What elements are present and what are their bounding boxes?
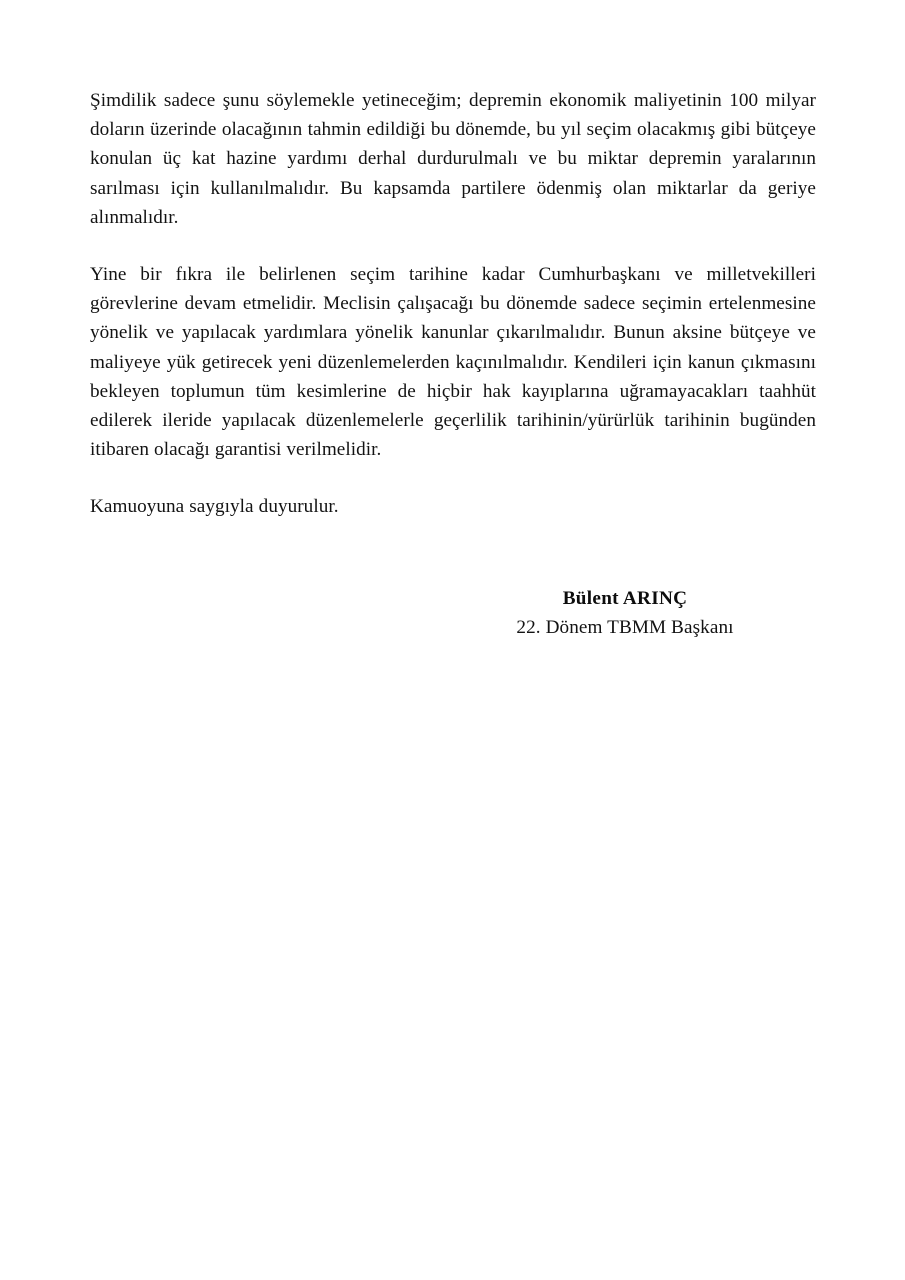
signature-name: Bülent ARINÇ [562,588,688,609]
signature-block [430,586,820,641]
signature-title: 22. Dönem TBMM Başkanı [516,617,734,638]
body-paragraph-3: Kamuoyuna saygıyla duyurulur. [90,496,339,518]
body-paragraph-1: Şimdilik sadece şunu söylemekle yetineceğim; depremin ekonomik maliyetinin 100 milyar doların üzerinde olacağının tahmin edildiği bu dönemde, bu yıl seçim olacakmış gibi bütçeye konulan üç kat hazine yardımı derhal durdurulmalı ve bu miktar depremin yaralarının sarılması için kullanılmalıdır. Bu kapsamda partilere ödenmiş olan miktarlar da geriye alınmalıdır. [90,90,816,228]
body-paragraph-2: Yine bir fıkra ile belirlenen seçim tarihine kadar Cumhurbaşkanı ve milletvekilleri görevlerine devam etmelidir. Meclisin çalışacağı bu dönemde sadece seçimin ertelenmesine yönelik ve yapılacak yardımlara yönelik kanunlar çıkarılmalıdır. Bunun aksine bütçeye ve maliyeye yük getirecek yeni düzenlemelerden kaçınılmalıdır. Kendileri için kanun çıkmasını bekleyen toplumun tüm kesimlerine de hiçbir hak kayıplarına uğramayacakları taahhüt edilerek ileride yapılacak düzenlemelerle geçerlilik tarihinin/yürürlük tarihinin bugünden itibaren olacağı garantisi verilmelidir. [90,264,816,461]
document-body [90,86,816,522]
